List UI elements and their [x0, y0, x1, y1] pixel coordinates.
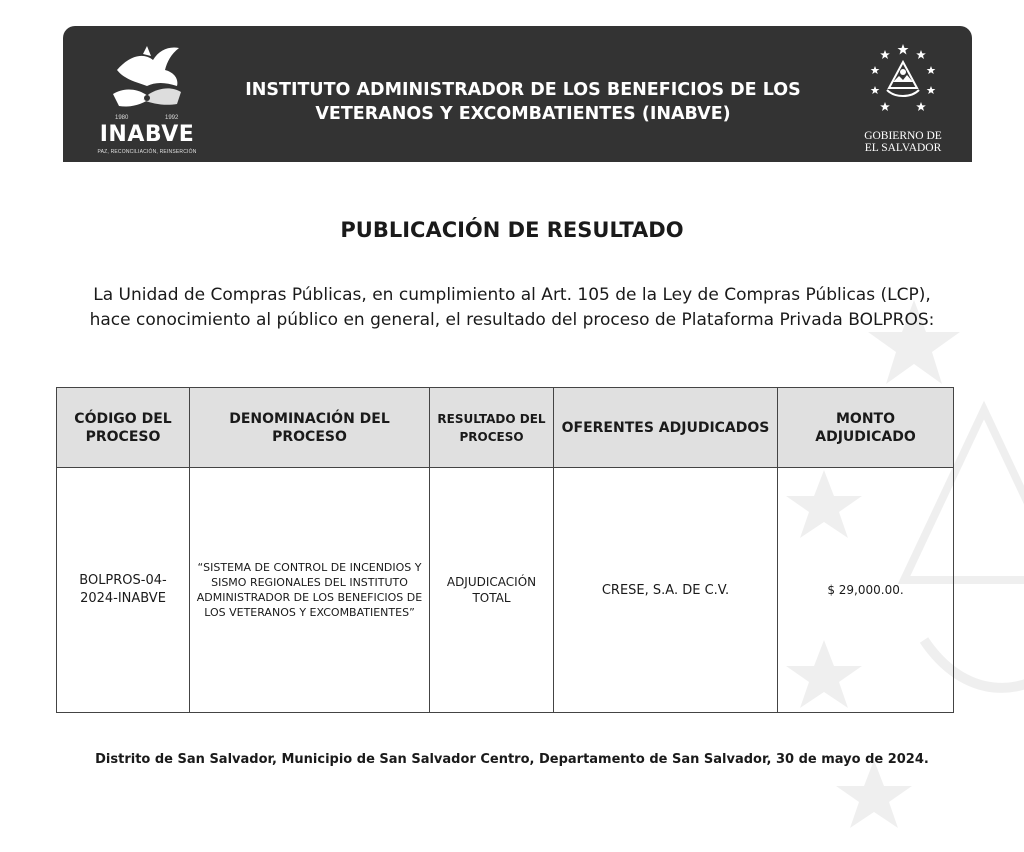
logo-year-right: 1992	[165, 115, 179, 121]
table-row	[57, 468, 954, 713]
footer-location-date: Distrito de San Salvador, Municipio de San Salvador Centro, Departamento de San Salvador, 30 de mayo de 2024.	[95, 752, 929, 767]
column-header-name: DENOMINACIÓN DEL PROCESO	[190, 388, 430, 468]
coat-of-arms-icon	[867, 42, 939, 114]
cell-process-name: “SISTEMA DE CONTROL DE INCENDIOS Y SISMO REGIONALES DEL INSTITUTO ADMINISTRADOR DE LOS BENEFICIOS DE LOS VETERANOS Y EXCOMBATIENTES”	[190, 468, 430, 713]
intro-line-1: La Unidad de Compras Públicas, en cumplimiento al Art. 105 de la Ley de Compras Públicas (LCP),	[93, 285, 931, 305]
column-header-code: CÓDIGO DEL PROCESO	[57, 388, 190, 468]
results-table	[56, 387, 954, 713]
logo-wordmark: INABVE	[99, 122, 195, 147]
institution-title-line2: VETERANOS Y EXCOMBATIENTES (INABVE)	[315, 104, 731, 124]
header-banner	[63, 26, 972, 162]
cell-process-result: ADJUDICACIÓN TOTAL	[430, 468, 554, 713]
government-logo	[853, 42, 953, 154]
dove-handshake-icon	[107, 42, 187, 118]
logo-year-left: 1980	[115, 115, 129, 121]
cell-awarded-bidder: CRESE, S.A. DE C.V.	[554, 468, 778, 713]
column-header-amount: MONTO ADJUDICADO	[778, 388, 954, 468]
intro-paragraph	[20, 283, 1004, 333]
logo-tagline: PAZ, RECONCILIACIÓN, REINSERCIÓN	[97, 149, 197, 155]
cell-process-code: BOLPROS-04-2024-INABVE	[57, 468, 190, 713]
column-header-bidders: OFERENTES ADJUDICADOS	[554, 388, 778, 468]
column-header-result: RESULTADO DEL PROCESO	[430, 388, 554, 468]
government-wordmark: GOBIERNO DE EL SALVADOR	[864, 130, 942, 154]
table-header-row	[57, 388, 954, 468]
document-title: PUBLICACIÓN DE RESULTADO	[340, 218, 684, 242]
intro-line-2: hace conocimiento al público en general, el resultado del proceso de Plataforma Privada BOLPROS:	[89, 310, 935, 330]
inabve-logo	[93, 42, 201, 154]
cell-awarded-amount: $ 29,000.00.	[778, 468, 954, 713]
institution-title	[223, 78, 823, 126]
institution-title-line1: INSTITUTO ADMINISTRADOR DE LOS BENEFICIOS DE LOS	[245, 80, 801, 100]
